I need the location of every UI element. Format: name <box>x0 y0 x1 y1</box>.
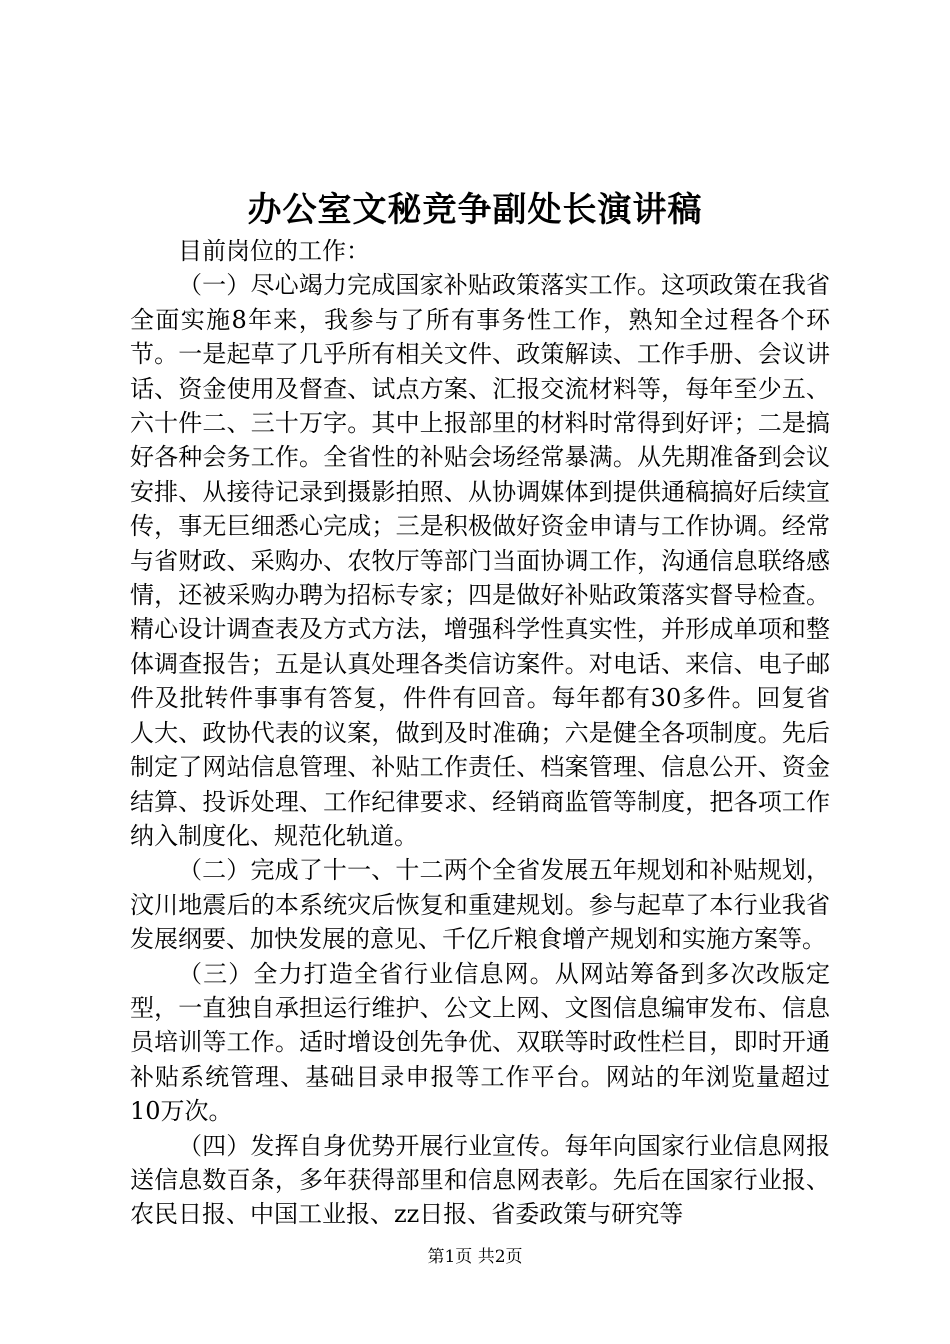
paragraph-section-4: （四）发挥自身优势开展行业宣传。每年向国家行业信息网报送信息数百条，多年获得部里和信息网表彰。先后在国家行业报、农民日报、中国工业报、zz日报、省委政策与研究等 <box>130 1131 830 1229</box>
page-number-footer: 第1页 共2页 <box>427 1247 523 1267</box>
document-title: 办公室文秘竞争副处长演讲稿 <box>247 190 703 230</box>
document-body <box>130 234 830 1232</box>
paragraph-section-3: （三）全力打造全省行业信息网。从网站筹备到多次改版定型，一直独自承担运行维护、公文上网、文图信息编审发布、信息员培训等工作。适时增设创先争优、双联等时政性栏目，即时开通补贴系统管理、基础目录申报等工作平台。网站的年浏览量超过10万次。 <box>130 959 830 1126</box>
paragraph-section-1: （一）尽心竭力完成国家补贴政策落实工作。这项政策在我省全面实施8年来，我参与了所有事务性工作，熟知全过程各个环节。一是起草了几乎所有相关文件、政策解读、工作手册、会议讲话、资金使用及督查、试点方案、汇报交流材料等，每年至少五、六十件二、三十万字。其中上报部里的材料时常得到好评；二是搞好各种会务工作。全省性的补贴会场经常暴满。从先期准备到会议安排、从接待记录到摄影拍照、从协调媒体到提供通稿搞好后续宣传，事无巨细悉心完成；三是积极做好资金申请与工作协调。经常与省财政、采购办、农牧厅等部门当面协调工作，沟通信息联络感情，还被采购办聘为招标专家；四是做好补贴政策落实督导检查。精心设计调查表及方式方法，增强科学性真实性，并形成单项和整体调查报告；五是认真处理各类信访案件。对电话、来信、电子邮件及批转件事事有答复，件件有回音。每年都有30多件。回复省人大、政协代表的议案，做到及时准确；六是健全各项制度。先后制定了网站信息管理、补贴工作责任、档案管理、信息公开、资金结算、投诉处理、工作纪律要求、经销商监管等制度，把各项工作纳入制度化、规范化轨道。 <box>130 271 830 850</box>
paragraph-intro: 目前岗位的工作： <box>178 237 370 265</box>
paragraph-section-2: （二）完成了十一、十二两个全省发展五年规划和补贴规划，汶川地震后的本系统灾后恢复和重建规划。参与起草了本行业我省发展纲要、加快发展的意见、千亿斤粮食增产规划和实施方案等。 <box>130 856 830 954</box>
